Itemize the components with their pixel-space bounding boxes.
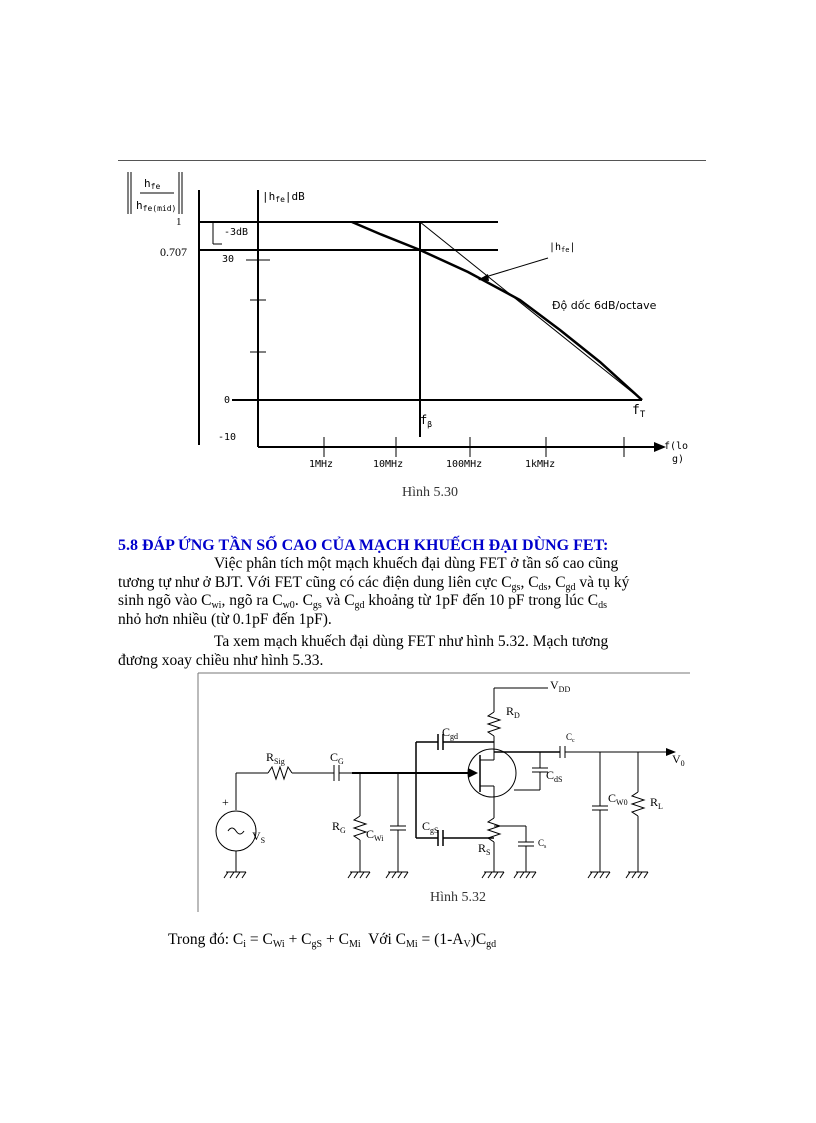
vs-label: $V_S$: [252, 829, 266, 845]
slope-label: Độ dốc 6dB/octave: [552, 299, 657, 312]
vdd-label: $V_{DD}$: [550, 678, 571, 694]
right-axis-label: |hfe|dB: [262, 190, 305, 204]
tick-30: 30: [222, 254, 235, 265]
section-heading: 5.8 ĐÁP ỨNG TẦN SỐ CAO CỦA MẠCH KHUẾCH ĐẠI DÙNG FET:: [118, 537, 609, 554]
formula-line: Trong đó: $C_i = C_{Wi} + C_{gS} + C_{Mi}$ Với $C_{Mi} = (1-A_V)C_{gd}$: [168, 931, 497, 950]
x-tick-100mhz: 100MHz: [446, 459, 483, 470]
ground-symbols: [224, 872, 648, 878]
f-t-label: $f_T$: [632, 403, 646, 420]
cwi-label: $C_{Wi}$: [366, 827, 384, 843]
cc-label: $C_c$: [566, 732, 575, 744]
x-tick-10mhz: 10MHz: [373, 459, 404, 470]
cs-label: $C_s$: [538, 838, 547, 850]
ac-source-tilde: [228, 828, 244, 834]
cgd-label: $C_{gd}$: [442, 725, 459, 741]
tick-minus10: -10: [218, 432, 237, 443]
left-axis-den: hfe(mid): [136, 199, 177, 213]
cg-label: $C_G$: [330, 750, 344, 766]
left-axis-num: hfe: [144, 177, 161, 191]
tick-1: 1: [176, 216, 182, 228]
tick-minus3db: -3dB: [224, 227, 249, 238]
cw0-label: $C_{W0}$: [608, 791, 628, 807]
rsig-label: $R_{Sig}$: [266, 750, 285, 766]
rs-label: $R_S$: [478, 841, 491, 857]
rd-label: $R_D$: [506, 704, 520, 720]
x-axis-label-2: g): [672, 454, 685, 465]
tick-0707: 0.707: [160, 245, 187, 259]
rg-label: $R_G$: [332, 819, 346, 835]
p1-line-2: tương tự như ở BJT. Với FET cũng có các điện dung liên cực $C_{gs}$, $C_{ds}$, $C_{gd}$ và tụ ký: [118, 573, 630, 593]
p2-line-2: đương xoay chiều như hình 5.33.: [118, 651, 324, 669]
f-beta-label: $f_\beta$: [420, 413, 433, 429]
cds-label: $C_{dS}$: [546, 768, 563, 784]
figure-5-30-caption: Hình 5.30: [402, 485, 458, 500]
plus-label: +: [222, 795, 229, 809]
x-tick-1mhz: 1MHz: [309, 459, 334, 470]
vo-label: $V_0$: [672, 752, 685, 768]
tick-0: 0: [224, 395, 231, 406]
p1-line-4: nhỏ hơn nhiều (từ 0.1pF đến 1pF).: [118, 610, 332, 628]
curve-label: $|h_{fe}|$: [549, 242, 576, 254]
cgs-label: $C_{gS}$: [422, 819, 439, 835]
figure-5-32-caption: Hình 5.32: [430, 890, 486, 905]
rl-label: $R_L$: [650, 795, 663, 811]
x-axis-label-1: f(lo: [664, 441, 689, 452]
x-tick-1kmhz: 1kMHz: [525, 459, 556, 470]
p1-line-1: Việc phân tích một mạch khuếch đại dùng FET ở tần số cao cũng: [214, 555, 619, 572]
p1-line-3: sinh ngõ vào $C_{wi}$, ngõ ra $C_{w0}$. $C_{gs}$ và $C_{gd}$ khoảng từ 1pF đến 10 pF trong lúc $C_{ds}$: [118, 592, 608, 612]
p2-line-1: Ta xem mạch khuếch đại dùng FET như hình 5.32. Mạch tương: [214, 633, 609, 650]
